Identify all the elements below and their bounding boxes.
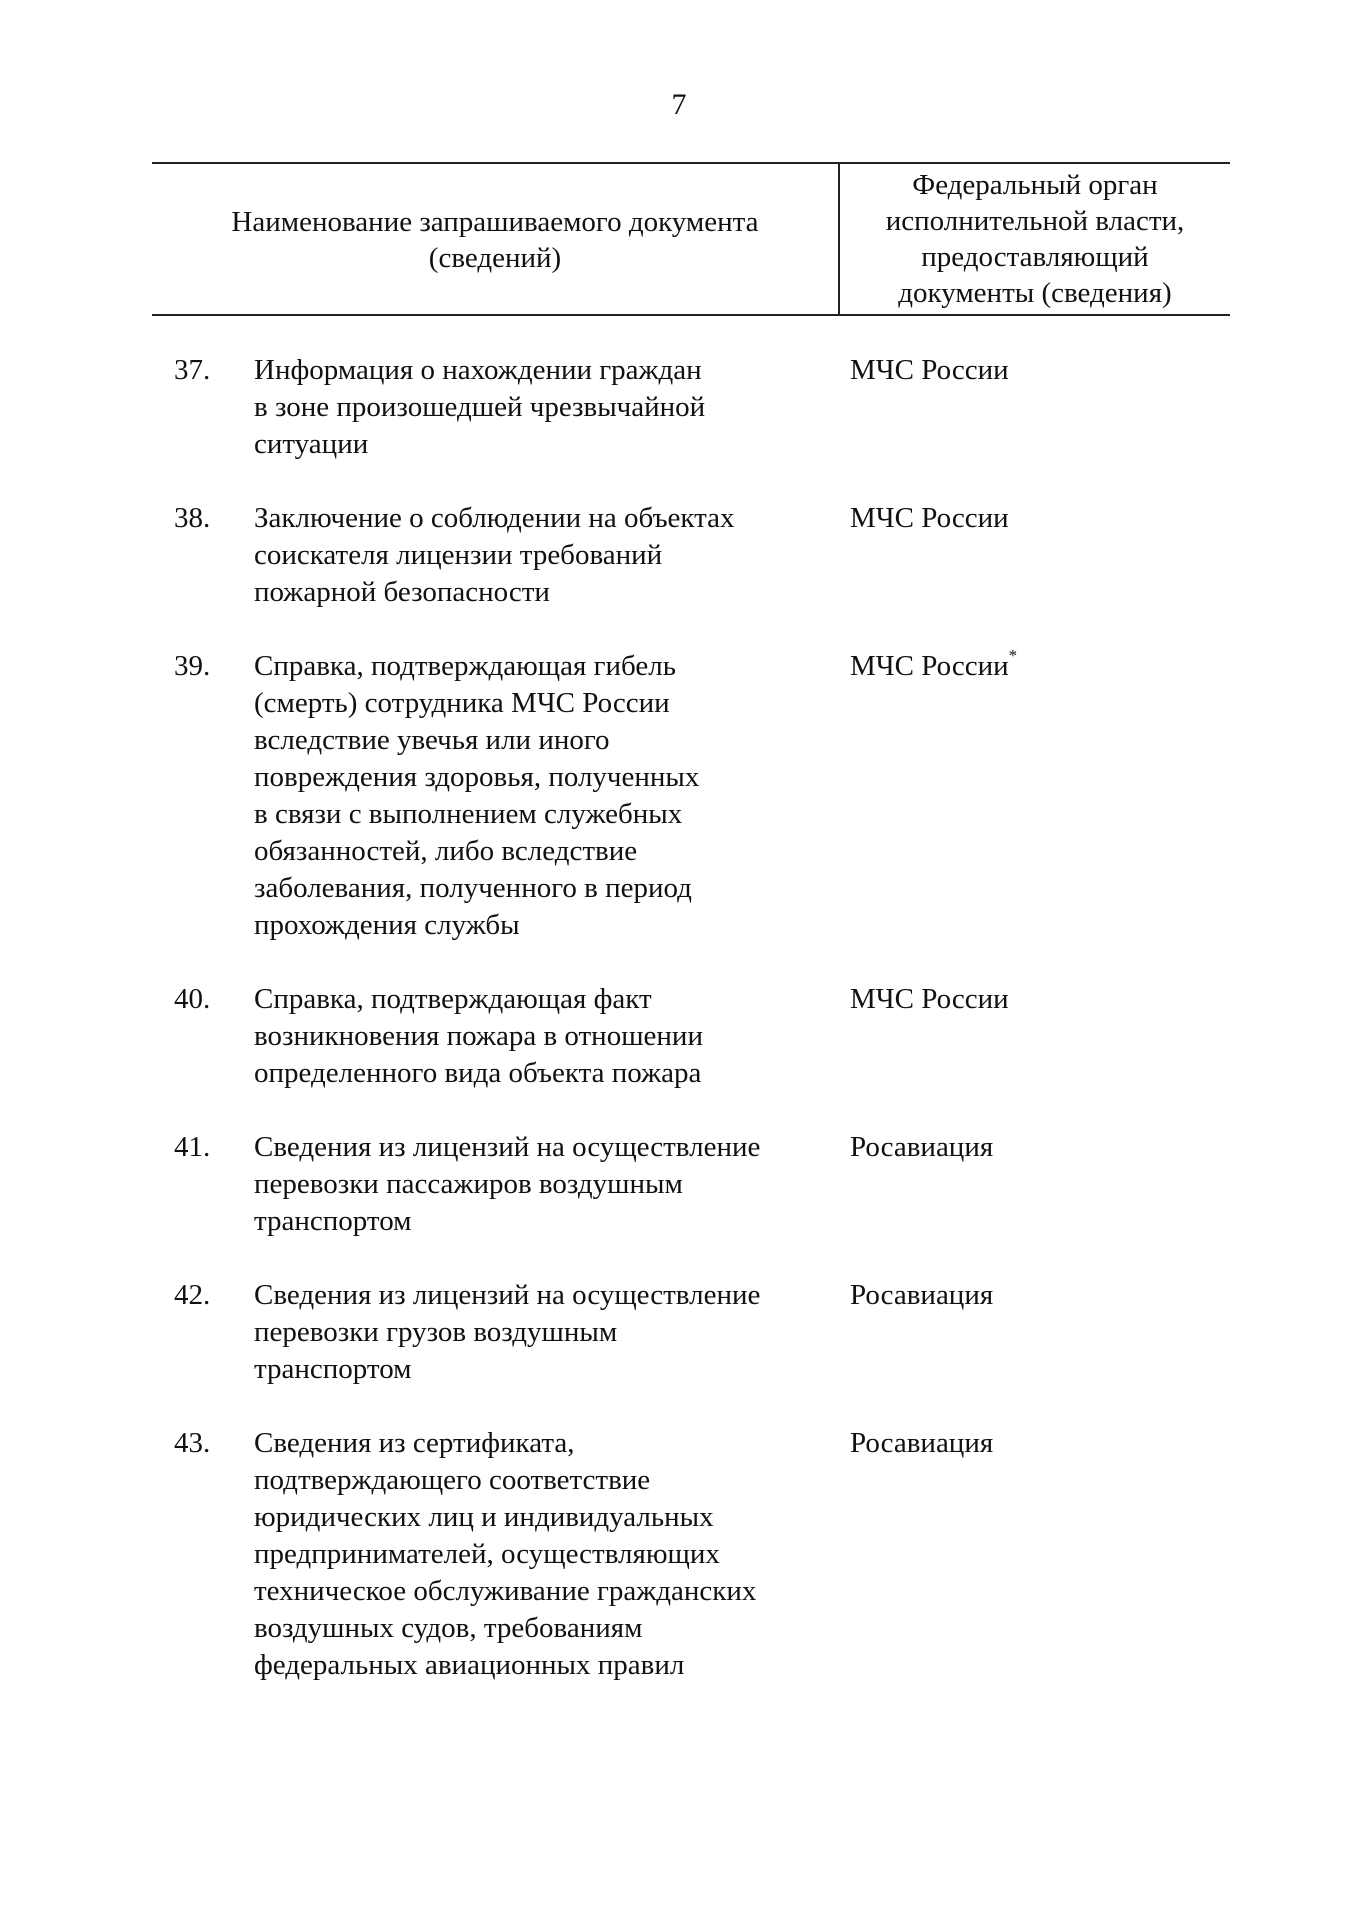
row-authority-text: МЧС России bbox=[850, 354, 1009, 386]
row-document-name: Сведения из сертификата, подтверждающего соответствие юридических лиц и индивидуальных предпринимателей, осуществляющих техническое обслуживание гражданских воздушных судов, требованиям федеральных авиационных правил bbox=[254, 1427, 757, 1681]
table-row bbox=[152, 500, 1230, 611]
table-row bbox=[152, 1277, 1230, 1388]
row-authority bbox=[850, 981, 1230, 1092]
row-authority bbox=[850, 500, 1230, 611]
row-document-name: Сведения из лицензий на осуществление перевозки грузов воздушным транспортом bbox=[254, 1279, 761, 1385]
row-authority bbox=[850, 1277, 1230, 1388]
row-number: 42. bbox=[174, 1279, 211, 1311]
row-authority bbox=[850, 352, 1230, 463]
row-number: 40. bbox=[174, 983, 211, 1015]
row-number: 37. bbox=[174, 354, 211, 386]
table-row bbox=[152, 352, 1230, 463]
table-row bbox=[152, 1425, 1230, 1684]
row-authority-text: Росавиация bbox=[850, 1131, 994, 1163]
row-document-name: Справка, подтверждающая гибель (смерть) сотрудника МЧС России вследствие увечья или иного повреждения здоровья, полученных в связи с выполнением служебных обязанностей, либо вследствие заболевания, полученного в период прохождения службы bbox=[254, 650, 700, 941]
row-authority-text: МЧС России bbox=[850, 983, 1009, 1015]
row-document-name: Сведения из лицензий на осуществление перевозки пассажиров воздушным транспортом bbox=[254, 1131, 761, 1237]
row-document-name: Заключение о соблюдении на объектах соискателя лицензии требований пожарной безопасности bbox=[254, 502, 735, 608]
page-number: 7 bbox=[671, 88, 687, 121]
table-row bbox=[152, 1129, 1230, 1240]
header-document-name: Наименование запрашиваемого документа (сведений) bbox=[152, 164, 840, 314]
table-row bbox=[152, 981, 1230, 1092]
row-document-name: Справка, подтверждающая факт возникновения пожара в отношении определенного вида объекта пожара bbox=[254, 983, 703, 1089]
table-body bbox=[152, 352, 1230, 1721]
row-authority-text: Росавиация bbox=[850, 1427, 994, 1459]
row-authority-text: МЧС России bbox=[850, 502, 1009, 534]
row-number: 38. bbox=[174, 502, 211, 534]
row-authority bbox=[850, 648, 1230, 944]
table-header bbox=[152, 162, 1230, 316]
table-row bbox=[152, 648, 1230, 944]
header-federal-authority: Федеральный орган исполнительной власти, предоставляющий документы (сведения) bbox=[885, 169, 1185, 309]
footnote-mark: * bbox=[1008, 646, 1018, 665]
row-authority-text: Росавиация bbox=[850, 1279, 994, 1311]
row-number: 43. bbox=[174, 1427, 211, 1459]
row-authority bbox=[850, 1129, 1230, 1240]
row-number: 39. bbox=[174, 650, 211, 682]
row-number: 41. bbox=[174, 1131, 211, 1163]
row-authority-text: МЧС России bbox=[850, 650, 1009, 682]
row-document-name: Информация о нахождении граждан в зоне произошедшей чрезвычайной ситуации bbox=[254, 354, 706, 460]
row-authority bbox=[850, 1425, 1230, 1684]
